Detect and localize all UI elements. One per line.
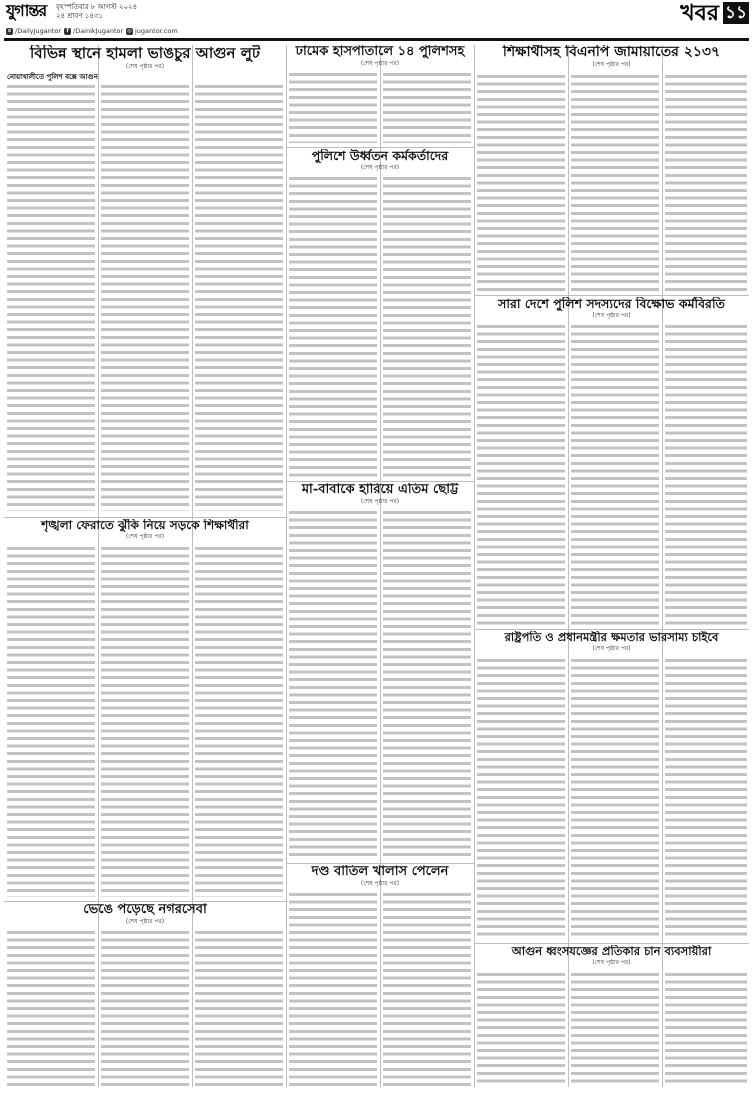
web-icon: ◎ xyxy=(127,27,132,34)
newspaper-logo: যুগান্তর xyxy=(6,1,47,20)
section-title: খবর xyxy=(680,0,719,26)
article-divider xyxy=(286,481,474,482)
article-divider xyxy=(474,629,749,630)
page-number: ১১ xyxy=(724,3,748,23)
article-body xyxy=(474,325,749,625)
article-divider xyxy=(4,517,286,518)
masthead xyxy=(4,2,749,24)
continued-note: (শেষ পৃষ্ঠার পর) xyxy=(125,918,165,926)
social-x-label: /DailyJugantor xyxy=(15,27,62,35)
article-sentence-annulled xyxy=(286,865,474,1089)
article-divider xyxy=(474,943,749,944)
social-web[interactable] xyxy=(126,26,178,36)
continued-note: (শেষ পৃষ্ঠার পর) xyxy=(125,62,165,70)
article-body xyxy=(474,75,749,291)
article-police-officials xyxy=(286,149,474,479)
article-divider xyxy=(286,863,474,864)
social-facebook-label: /DainikJugantor xyxy=(73,27,124,35)
article-divider xyxy=(4,901,286,902)
article-headline: আগুন ধ্বংসযজ্ঞের প্রতিকার চান ব্যবসায়ীরা xyxy=(511,945,712,958)
article-headline: শিক্ষার্থীসহ বিএনপি জামায়াতের ২১৩৭ xyxy=(502,45,721,60)
article-divider xyxy=(286,147,474,148)
article-power-balance xyxy=(474,631,749,941)
article-body xyxy=(286,73,474,143)
article-headline: শৃঙ্খলা ফেরাতে ঝুঁকি নিয়ে সড়কে শিক্ষার্থীরা xyxy=(41,519,249,532)
article-divider xyxy=(474,295,749,296)
date-bengali: ২৪ শ্রাবণ ১৪৩১ xyxy=(56,12,103,20)
article-headline: পুলিশে উর্ধ্বতন কর্মকর্তাদের xyxy=(311,149,449,163)
content-grid xyxy=(4,41,749,1091)
continued-note: (শেষ পৃষ্ঠার পর) xyxy=(592,958,631,966)
continued-note: (শেষ পৃষ্ঠার পর) xyxy=(592,61,631,69)
article-body xyxy=(474,973,749,1087)
article-headline: মা-বাবাকে হারিয়ে এতিম ছোট্ট xyxy=(301,483,459,497)
article-students-traffic xyxy=(4,519,286,899)
article-body xyxy=(286,177,474,477)
article-body xyxy=(4,547,286,897)
article-headline: দণ্ড বাতিল খালাস পেলেন xyxy=(311,865,449,879)
article-body xyxy=(286,893,474,1087)
continued-note: (শেষ পৃষ্ঠার পর) xyxy=(360,60,400,68)
continued-note: (শেষ পৃষ্ঠার পর) xyxy=(592,644,631,652)
social-x[interactable] xyxy=(6,26,61,36)
article-traders-fire xyxy=(474,945,749,1089)
article-orphan-child xyxy=(286,483,474,861)
article-body xyxy=(4,85,286,511)
social-bar xyxy=(4,26,749,41)
article-attacks-looting xyxy=(4,45,286,515)
article-dmch-police xyxy=(286,45,474,145)
social-facebook[interactable] xyxy=(64,26,123,36)
social-web-label: jugantor.com xyxy=(135,27,178,35)
continued-note: (শেষ পৃষ্ঠার পর) xyxy=(125,533,165,541)
article-headline: রাষ্ট্রপতি ও প্রধানমন্ত্রীর ক্ষমতার ভারসাম্য চাইবে xyxy=(504,631,719,644)
article-police-protest xyxy=(474,297,749,627)
article-body xyxy=(474,659,749,939)
article-bnp-jamaat-arrests xyxy=(474,45,749,293)
dateline xyxy=(56,3,137,21)
continued-note: (শেষ পৃষ্ঠার পর) xyxy=(360,880,400,888)
article-subhead: নোয়াখালীতে পুলিশ বক্সে আগুন xyxy=(7,72,98,81)
article-headline: ঢামেক হাসপাতালে ১৪ পুলিশসহ xyxy=(295,45,465,59)
continued-note: (শেষ পৃষ্ঠার পর) xyxy=(592,311,631,319)
date-gregorian: বৃহস্পতিবার ৮ আগস্ট ২০২৪ xyxy=(56,3,138,11)
facebook-icon: f xyxy=(64,28,71,35)
article-headline: বিভিন্ন স্থানে হামলা ভাঙচুর আগুন লুট xyxy=(29,45,261,62)
article-city-services xyxy=(4,903,286,1089)
article-headline: ভেঙে পড়েছে নগরসেবা xyxy=(83,903,207,917)
continued-note: (শেষ পৃষ্ঠার পর) xyxy=(360,163,400,171)
continued-note: (শেষ পৃষ্ঠার পর) xyxy=(360,498,400,506)
article-body xyxy=(4,931,286,1087)
article-body xyxy=(286,511,474,859)
x-icon: x xyxy=(7,27,12,34)
article-headline: সারা দেশে পুলিশ সদস্যদের বিক্ষোভ কর্মবিরতি xyxy=(498,297,725,311)
